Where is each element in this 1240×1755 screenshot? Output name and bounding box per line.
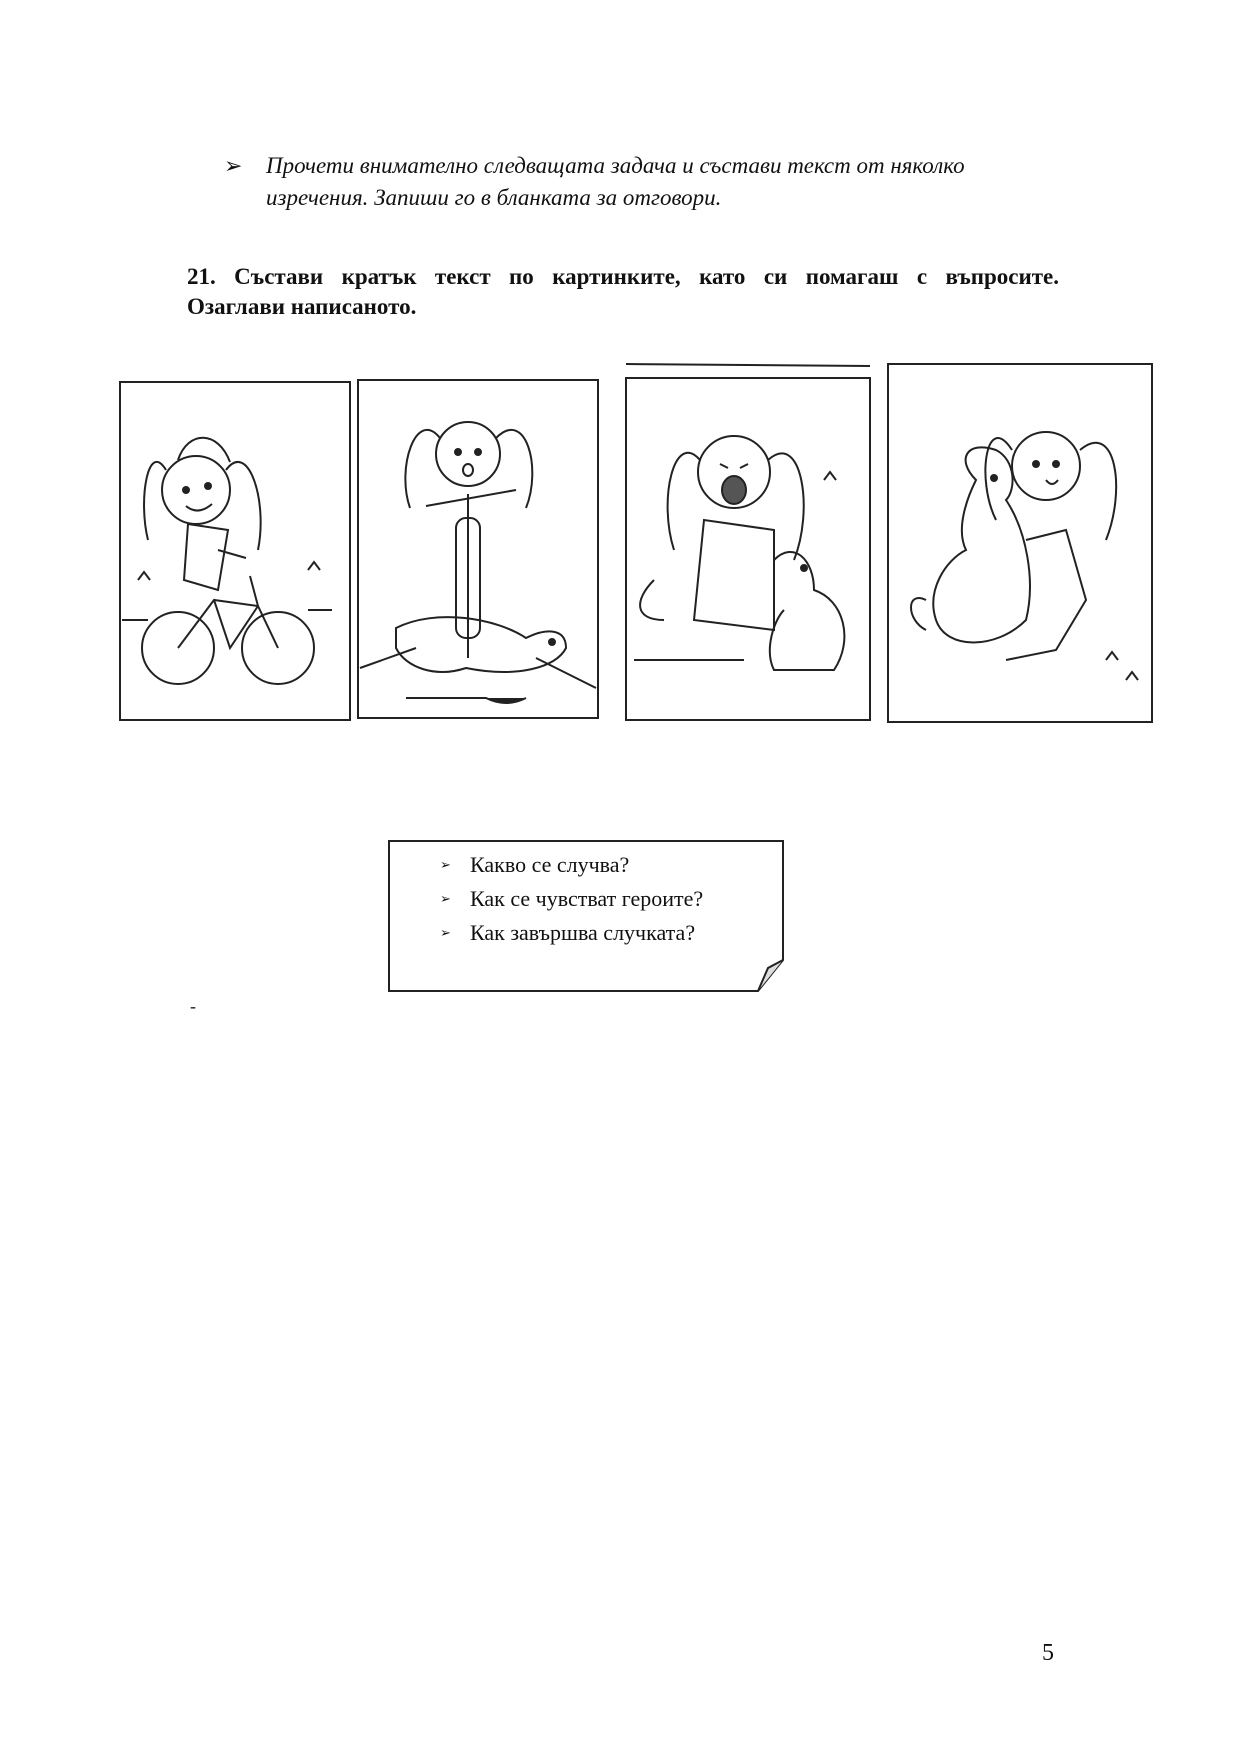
task-line-2: Озаглави написаното. [187, 294, 417, 319]
question-text: Какво се случва? [470, 852, 630, 877]
girl-hugging-dog-illustration [886, 360, 1154, 724]
list-item [440, 848, 703, 882]
arrow-bullet-icon: ➢ [440, 857, 451, 872]
page-number: 5 [1042, 1640, 1054, 1666]
questions-list [440, 848, 703, 950]
instruction-line-2: изречения. Запиши го в бланката за отговори. [266, 185, 722, 210]
girl-riding-bicycle-illustration [118, 380, 352, 722]
instruction-line-1: Прочети внимателно следващата задача и състави текст от няколко [266, 153, 965, 178]
arrow-bullet-icon: ➢ [440, 925, 451, 940]
list-item [440, 882, 703, 916]
arrow-bullet-icon: ➢ [224, 153, 243, 178]
stray-dash: - [190, 996, 196, 1016]
list-item [440, 916, 703, 950]
instruction-block [224, 150, 1048, 214]
question-text: Как се чувстват героите? [470, 886, 704, 911]
question-text: Как завършва случката? [470, 920, 696, 945]
picture-strip [118, 360, 1154, 732]
guiding-questions-box [388, 840, 784, 992]
arrow-bullet-icon: ➢ [440, 891, 451, 906]
task-heading [187, 262, 1059, 322]
task-line-1: 21. Състави кратък текст по картинките, като си помагаш с въпросите. [187, 264, 1059, 289]
girl-fallen-crying-with-dog-illustration [624, 360, 872, 722]
dog-running-in-front-of-bicycle-illustration [356, 378, 600, 720]
